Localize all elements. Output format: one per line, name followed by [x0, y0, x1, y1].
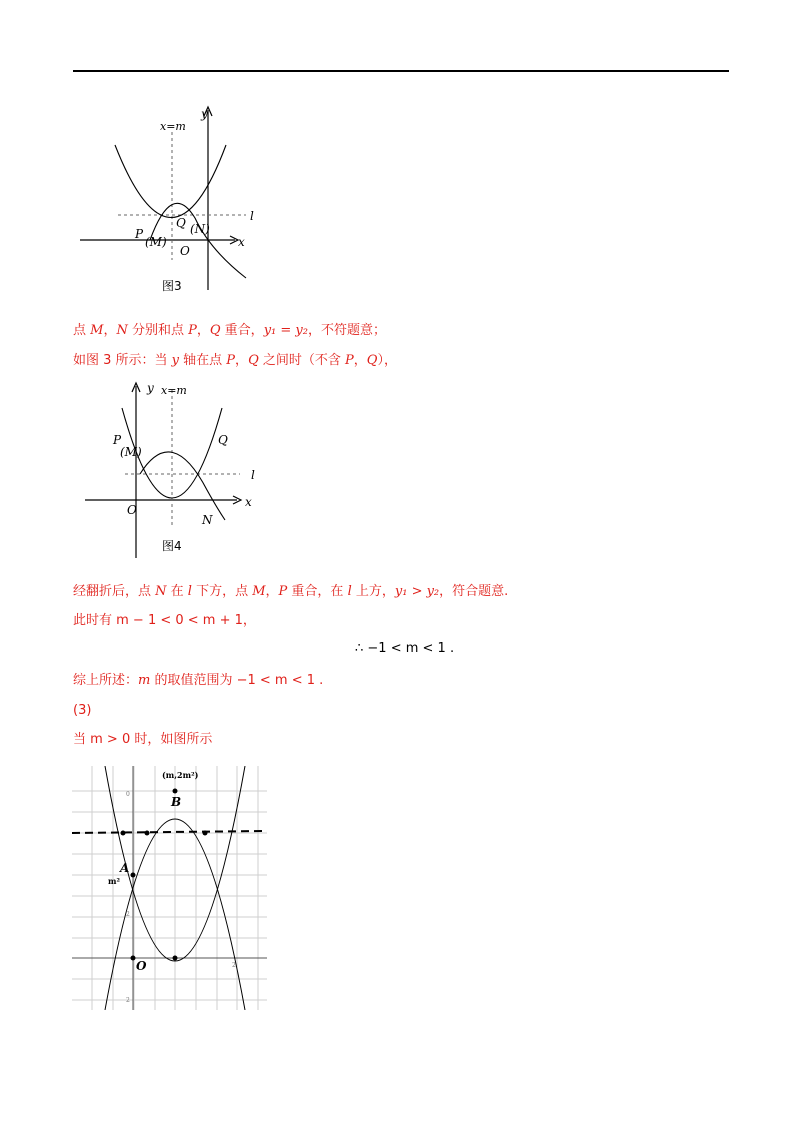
fig4-q-label: Q: [218, 433, 228, 447]
fig3-q-label: Q: [176, 216, 186, 230]
fig4-y-label: y: [147, 381, 154, 395]
fig4-p-label: P: [113, 433, 122, 447]
fig4-o-label: O: [127, 503, 137, 517]
fig5-top-label: (m,2m²): [162, 770, 199, 780]
fig3-x-label: x: [238, 235, 245, 249]
figure-3: [80, 100, 260, 300]
figure-4: [85, 378, 265, 563]
fig5-tick-3: 2: [232, 962, 236, 969]
figure-5-grid-graph: [72, 766, 267, 1010]
text-line-4: 此时有 m − 1 < 0 < m + 1，: [73, 613, 256, 628]
text-line-6: 综上所述：m 的取值范围为 −1 < m < 1 .: [73, 673, 324, 688]
fig4-m-label: (M): [120, 445, 142, 459]
fig5-b-label: B: [171, 795, 182, 809]
header-rule: [73, 70, 729, 72]
fig3-n-label: (N): [190, 222, 210, 236]
fig4-xm-label: x=m: [161, 384, 187, 397]
fig5-tick-1: 2: [126, 911, 130, 918]
fig4-caption: 图4: [162, 539, 182, 553]
fig3-caption: 图3: [162, 279, 182, 293]
text-line-7: (3): [73, 703, 92, 718]
fig4-x-label: x: [245, 495, 252, 509]
fig4-l-label: l: [251, 468, 255, 482]
fig3-xm-label: x=m: [160, 120, 186, 133]
fig4-n-label: N: [202, 513, 213, 527]
fig5-tick-2: 2: [126, 997, 130, 1004]
fig3-o-label: O: [180, 244, 190, 258]
text-line-5: ∴ −1 < m < 1 .: [355, 641, 455, 656]
fig3-m-label: (M): [145, 235, 167, 249]
text-line-1: 点 M，N 分别和点 P，Q 重合，y₁ = y₂，不符题意；: [73, 323, 386, 338]
text-line-3: 经翻折后，点 N 在 l 下方，点 M，P 重合，在 l 上方，y₁ > y₂，符合题意.: [73, 584, 509, 599]
fig5-o-label: O: [136, 959, 147, 973]
fig5-tick-0: 0: [126, 791, 130, 798]
fig3-p-label: P: [135, 227, 144, 241]
fig5-m2-label: m²: [108, 876, 120, 886]
fig3-l-label: l: [250, 209, 254, 223]
text-line-8: 当 m > 0 时，如图所示: [73, 732, 213, 747]
fig5-a-label: A: [120, 861, 130, 875]
text-line-2: 如图 3 所示：当 y 轴在点 P，Q 之间时（不含 P，Q），: [73, 353, 397, 368]
fig3-y-label: y: [201, 107, 208, 121]
